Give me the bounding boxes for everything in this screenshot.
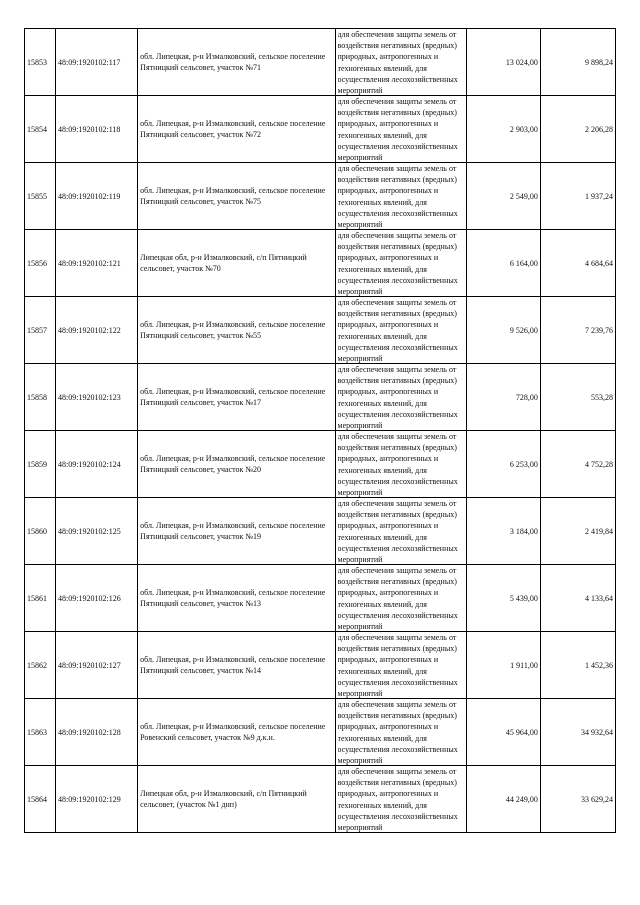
table-row (25, 163, 616, 230)
permitted-use-text: для обеспечения защиты земель от воздействия негативных (вредных) природных, антропогенных и техногенных явлений, для осуществления лесохозяйственных мероприятий (337, 633, 458, 698)
table-body (25, 29, 616, 833)
table-row (25, 29, 616, 96)
area-cell: 45 964,00 (466, 699, 540, 766)
permitted-use-text: для обеспечения защиты земель от воздействия негативных (вредных) природных, антропогенных и техногенных явлений, для осуществления лесохозяйственных мероприятий (337, 432, 458, 497)
address-cell: Липецкая обл, р-н Измалковский, с/п Пятницкий сельсовет, участок №70 (138, 230, 335, 297)
address-cell: обл. Липецкая, р-н Измалковский, сельское поселение Ровенский сельсовет, участок №9 д.к.н. (138, 699, 335, 766)
value-cell: 33 629,24 (540, 766, 615, 833)
table-row (25, 230, 616, 297)
row-number-cell: 15858 (25, 364, 56, 431)
area-cell: 44 249,00 (466, 766, 540, 833)
value-cell: 4 133,64 (540, 565, 615, 632)
value-cell: 7 239,76 (540, 297, 615, 364)
address-cell: обл. Липецкая, р-н Измалковский, сельское поселение Пятницкий сельсовет, участок №75 (138, 163, 335, 230)
value-cell: 1 452,36 (540, 632, 615, 699)
address-cell: обл. Липецкая, р-н Измалковский, сельское поселение Пятницкий сельсовет, участок №14 (138, 632, 335, 699)
table-row (25, 766, 616, 833)
area-cell: 2 549,00 (466, 163, 540, 230)
address-cell: обл. Липецкая, р-н Измалковский, сельское поселение Пятницкий сельсовет, участок №71 (138, 29, 335, 96)
value-cell: 1 937,24 (540, 163, 615, 230)
address-cell: обл. Липецкая, р-н Измалковский, сельское поселение Пятницкий сельсовет, участок №17 (138, 364, 335, 431)
permitted-use-cell (335, 297, 466, 364)
value-cell: 4 752,28 (540, 431, 615, 498)
address-cell: обл. Липецкая, р-н Измалковский, сельское поселение Пятницкий сельсовет, участок №55 (138, 297, 335, 364)
row-number-cell: 15853 (25, 29, 56, 96)
permitted-use-cell (335, 431, 466, 498)
row-number-cell: 15862 (25, 632, 56, 699)
value-cell: 34 932,64 (540, 699, 615, 766)
table-row (25, 297, 616, 364)
cadastral-number-cell: 48:09:1920102:123 (56, 364, 138, 431)
permitted-use-cell (335, 498, 466, 565)
table-row (25, 565, 616, 632)
value-cell: 9 898,24 (540, 29, 615, 96)
address-cell: обл. Липецкая, р-н Измалковский, сельское поселение Пятницкий сельсовет, участок №72 (138, 96, 335, 163)
cadastral-number-cell: 48:09:1920102:124 (56, 431, 138, 498)
row-number-cell: 15854 (25, 96, 56, 163)
row-number-cell: 15855 (25, 163, 56, 230)
table-row (25, 632, 616, 699)
table-row (25, 96, 616, 163)
table-row (25, 364, 616, 431)
area-cell: 1 911,00 (466, 632, 540, 699)
cadastral-number-cell: 48:09:1920102:125 (56, 498, 138, 565)
permitted-use-cell (335, 766, 466, 833)
permitted-use-cell (335, 632, 466, 699)
permitted-use-cell (335, 699, 466, 766)
permitted-use-text: для обеспечения защиты земель от воздействия негативных (вредных) природных, антропогенных и техногенных явлений, для осуществления лесохозяйственных мероприятий (337, 365, 458, 430)
permitted-use-cell (335, 29, 466, 96)
area-cell: 3 184,00 (466, 498, 540, 565)
row-number-cell: 15856 (25, 230, 56, 297)
permitted-use-cell (335, 96, 466, 163)
row-number-cell: 15864 (25, 766, 56, 833)
address-cell: обл. Липецкая, р-н Измалковский, сельское поселение Пятницкий сельсовет, участок №20 (138, 431, 335, 498)
area-cell: 5 439,00 (466, 565, 540, 632)
area-cell: 9 526,00 (466, 297, 540, 364)
cadastral-number-cell: 48:09:1920102:126 (56, 565, 138, 632)
permitted-use-text: для обеспечения защиты земель от воздействия негативных (вредных) природных, антропогенных и техногенных явлений, для осуществления лесохозяйственных мероприятий (337, 767, 458, 832)
permitted-use-text: для обеспечения защиты земель от воздействия негативных (вредных) природных, антропогенных и техногенных явлений, для осуществления лесохозяйственных мероприятий (337, 30, 458, 95)
row-number-cell: 15861 (25, 565, 56, 632)
permitted-use-cell (335, 565, 466, 632)
cadastral-number-cell: 48:09:1920102:118 (56, 96, 138, 163)
row-number-cell: 15857 (25, 297, 56, 364)
address-cell: Липецкая обл, р-н Измалковский, с/п Пятницкий сельсовет, (участок №1 днп) (138, 766, 335, 833)
permitted-use-text: для обеспечения защиты земель от воздействия негативных (вредных) природных, антропогенных и техногенных явлений, для осуществления лесохозяйственных мероприятий (337, 700, 458, 765)
value-cell: 2 206,28 (540, 96, 615, 163)
value-cell: 2 419,84 (540, 498, 615, 565)
permitted-use-cell (335, 163, 466, 230)
table-row (25, 431, 616, 498)
land-plots-table (24, 28, 616, 833)
row-number-cell: 15860 (25, 498, 56, 565)
value-cell: 4 684,64 (540, 230, 615, 297)
area-cell: 728,00 (466, 364, 540, 431)
permitted-use-text: для обеспечения защиты земель от воздействия негативных (вредных) природных, антропогенных и техногенных явлений, для осуществления лесохозяйственных мероприятий (337, 164, 458, 229)
permitted-use-cell (335, 230, 466, 297)
value-cell: 553,28 (540, 364, 615, 431)
cadastral-number-cell: 48:09:1920102:129 (56, 766, 138, 833)
permitted-use-text: для обеспечения защиты земель от воздействия негативных (вредных) природных, антропогенных и техногенных явлений, для осуществления лесохозяйственных мероприятий (337, 298, 458, 363)
area-cell: 6 253,00 (466, 431, 540, 498)
permitted-use-cell (335, 364, 466, 431)
cadastral-number-cell: 48:09:1920102:122 (56, 297, 138, 364)
area-cell: 2 903,00 (466, 96, 540, 163)
permitted-use-text: для обеспечения защиты земель от воздействия негативных (вредных) природных, антропогенных и техногенных явлений, для осуществления лесохозяйственных мероприятий (337, 499, 458, 564)
permitted-use-text: для обеспечения защиты земель от воздействия негативных (вредных) природных, антропогенных и техногенных явлений, для осуществления лесохозяйственных мероприятий (337, 97, 458, 162)
permitted-use-text: для обеспечения защиты земель от воздействия негативных (вредных) природных, антропогенных и техногенных явлений, для осуществления лесохозяйственных мероприятий (337, 231, 458, 296)
cadastral-number-cell: 48:09:1920102:117 (56, 29, 138, 96)
row-number-cell: 15863 (25, 699, 56, 766)
cadastral-number-cell: 48:09:1920102:121 (56, 230, 138, 297)
table-row (25, 699, 616, 766)
permitted-use-text: для обеспечения защиты земель от воздействия негативных (вредных) природных, антропогенных и техногенных явлений, для осуществления лесохозяйственных мероприятий (337, 566, 458, 631)
address-cell: обл. Липецкая, р-н Измалковский, сельское поселение Пятницкий сельсовет, участок №13 (138, 565, 335, 632)
cadastral-number-cell: 48:09:1920102:119 (56, 163, 138, 230)
area-cell: 6 164,00 (466, 230, 540, 297)
table-row (25, 498, 616, 565)
area-cell: 13 024,00 (466, 29, 540, 96)
cadastral-number-cell: 48:09:1920102:127 (56, 632, 138, 699)
row-number-cell: 15859 (25, 431, 56, 498)
address-cell: обл. Липецкая, р-н Измалковский, сельское поселение Пятницкий сельсовет, участок №19 (138, 498, 335, 565)
cadastral-number-cell: 48:09:1920102:128 (56, 699, 138, 766)
document-page (24, 28, 616, 833)
